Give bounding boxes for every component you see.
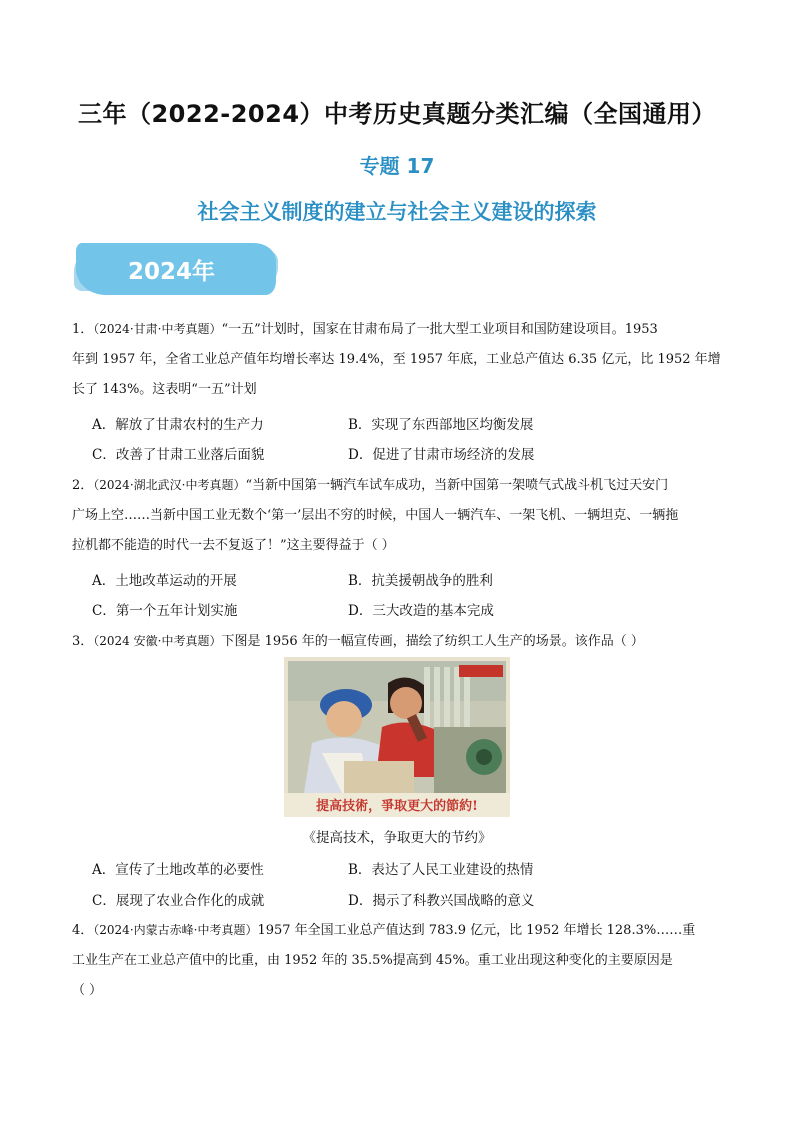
question-3-line-1: 3．（2024 安徽·中考真题）下图是 1956 年的一幅宣传画，描绘了纺织工人生产的场景。该作品（ ） <box>72 634 644 649</box>
year-banner-label: 2024年 <box>128 259 216 285</box>
topic-number: 专题 17 <box>359 154 435 178</box>
q3-option-d: D．揭示了科教兴国战略的意义 <box>348 893 535 909</box>
q2-option-a: A．土地改革运动的开展 <box>92 573 237 589</box>
question-4-line-1: 4．（2024·内蒙古赤峰·中考真题）1957 年全国工业总产值达到 783.9 亿元，比 1952 年增长 128.3%……重 <box>72 923 696 938</box>
q3-option-a: A．宣传了土地改革的必要性 <box>92 862 264 878</box>
q1-option-b: B．实现了东西部地区均衡发展 <box>348 417 534 433</box>
question-1-line-1: 1．（2024·甘肃·中考真题）“一五”计划时，国家在甘肃布局了一批大型工业项目和国防建设项目。1953 <box>72 322 658 337</box>
question-1 <box>72 314 732 405</box>
q2-option-d: D．三大改造的基本完成 <box>348 603 494 619</box>
question-2-line-2: 广场上空……当新中国工业无数个‘第一’层出不穷的时候，中国人一辆汽车、一架飞机、一辆坦克、一辆拖 <box>72 508 679 523</box>
q1-option-c: C．改善了甘肃工业落后面貌 <box>92 447 265 463</box>
question-4-line-2: 工业生产在工业总产值中的比重，由 1952 年的 35.5%提高到 45%。重工业出现这种变化的主要原因是 <box>72 953 673 968</box>
question-4 <box>72 915 732 1006</box>
question-2-line-1: 2．（2024·湖北武汉·中考真题）“当新中国第一辆汽车试车成功，当新中国第一架喷气式战斗机飞过天安门 <box>72 478 669 493</box>
q1-option-a: A．解放了甘肃农村的生产力 <box>92 417 264 433</box>
document-title: 三年（2022-2024）中考历史真题分类汇编（全国通用） <box>77 100 717 128</box>
question-1-line-2: 年到 1957 年，全省工业总产值年均增长率达 19.4%，至 1957 年底，工业总产值达 6.35 亿元，比 1952 年增 <box>72 352 721 367</box>
question-2 <box>72 470 732 561</box>
q2-option-b: B．抗美援朝战争的胜利 <box>348 573 493 589</box>
question-3 <box>72 626 732 657</box>
year-banner <box>76 243 276 295</box>
topic-title: 社会主义制度的建立与社会主义建设的探索 <box>197 200 597 224</box>
q3-option-b: B．表达了人民工业建设的热情 <box>348 862 534 878</box>
q2-option-c: C．第一个五年计划实施 <box>92 603 238 619</box>
q3-option-c: C．展现了农业合作化的成就 <box>92 893 265 909</box>
figure-caption: 《提高技术，争取更大的节约》 <box>302 830 492 846</box>
q1-option-d: D．促进了甘肃市场经济的发展 <box>348 447 535 463</box>
question-1-line-3: 长了 143%。这表明“一五”计划 <box>72 382 257 397</box>
question-2-line-3: 拉机都不能造的时代一去不复返了！”这主要得益于（ ） <box>72 538 395 553</box>
propaganda-poster-image <box>284 657 510 817</box>
question-4-line-3: （ ） <box>72 983 103 998</box>
poster-slogan: 提高技術，爭取更大的節約! <box>316 799 478 814</box>
